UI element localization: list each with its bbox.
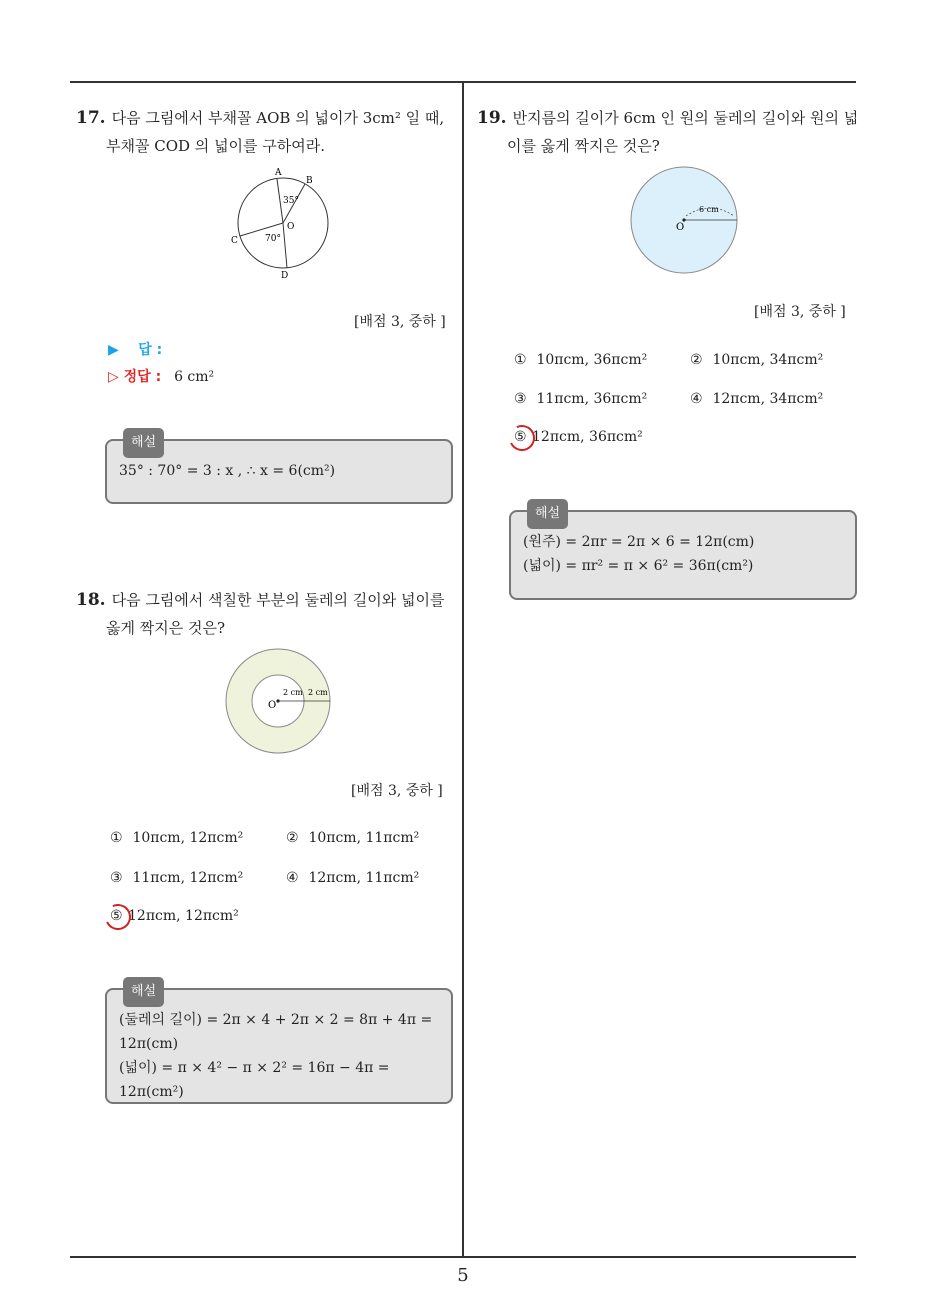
choice-number: ②	[286, 830, 299, 846]
q19-choice-1[interactable]	[514, 352, 647, 368]
choice-text: 12πcm, 36πcm²	[532, 429, 643, 445]
q19-label-o: O	[676, 222, 685, 233]
choice-text: 11πcm, 36πcm²	[536, 391, 648, 407]
q18-correct-mark	[101, 900, 134, 933]
q17-label-d: D	[281, 271, 289, 281]
choice-number: ①	[110, 830, 123, 846]
q18-label-r2: 2 cm	[308, 688, 328, 697]
choice-number: ⑤	[514, 429, 527, 445]
q17-explain-text: 35° : 70° = 3 : x , ∴ x = 6(cm²)	[119, 463, 336, 479]
choice-text: 11πcm, 12πcm²	[132, 870, 244, 886]
choice-text: 10πcm, 11πcm²	[308, 830, 420, 846]
q19-number: 19.	[477, 108, 507, 128]
q17-correct-line	[108, 366, 214, 386]
q17-number: 17.	[76, 108, 106, 128]
choice-text: 12πcm, 11πcm²	[308, 870, 420, 886]
q18-explain-line3: (넓이) = π × 4² − π × 2² = 16π − 4π = 12π(cm²)	[119, 1060, 390, 1100]
q18-choice-3[interactable]	[110, 870, 243, 886]
q19-choice-3[interactable]	[514, 391, 647, 407]
q18-explain-line1: (둘레의 길이) = 2π × 4 + 2π × 2 = 8π + 4π =	[119, 1012, 433, 1028]
q17-explanation-box	[105, 435, 453, 504]
choice-number: ③	[110, 870, 123, 886]
q17-answer-line	[108, 339, 162, 359]
q18-explain-tag: 해설	[123, 977, 164, 1007]
q18-choice-4[interactable]	[286, 870, 419, 886]
q17-question	[76, 104, 458, 160]
q18-choice-2[interactable]	[286, 830, 419, 846]
q19-correct-mark	[505, 421, 538, 454]
q18-figure	[222, 645, 338, 759]
correct-arrow-icon: ▷	[108, 369, 119, 385]
q17-score: [배점 3, 중하 ]	[354, 314, 446, 330]
q17-label-b: B	[306, 176, 313, 186]
column-divider	[462, 82, 464, 1257]
choice-number: ①	[514, 352, 527, 368]
q18-label-o: O	[268, 700, 277, 711]
q17-explain-tag: 해설	[123, 428, 164, 458]
q19-explain-line2: (넓이) = πr² = π × 6² = 36π(cm²)	[523, 558, 754, 574]
q18-explain-line2: 12π(cm)	[119, 1036, 179, 1052]
q19-explanation-box	[509, 506, 857, 600]
q19-explain-line1: (원주) = 2πr = 2π × 6 = 12π(cm)	[523, 534, 755, 550]
q18-number: 18.	[76, 590, 106, 610]
choice-number: ④	[690, 391, 703, 407]
q19-question	[477, 104, 859, 160]
q19-explain-tag: 해설	[527, 499, 568, 529]
choice-text: 10πcm, 36πcm²	[536, 352, 648, 368]
q17-correct-value: 6 cm²	[174, 369, 215, 385]
choice-number: ④	[286, 870, 299, 886]
q19-choice-4[interactable]	[690, 391, 823, 407]
q18-line2: 옳게 짝지은 것은?	[106, 619, 226, 637]
choice-number: ②	[690, 352, 703, 368]
choice-text: 12πcm, 12πcm²	[128, 908, 239, 924]
q19-score: [배점 3, 중하 ]	[754, 304, 846, 320]
q19-line2: 이를 옳게 짝지은 것은?	[507, 137, 660, 155]
choice-number: ③	[514, 391, 527, 407]
page-number: 5	[457, 1265, 469, 1286]
q18-label-r1: 2 cm	[283, 688, 303, 697]
q19-label-r: 6 cm	[699, 205, 719, 214]
q17-label-c: C	[231, 236, 238, 246]
q18-choice-1[interactable]	[110, 830, 243, 846]
q17-angle-35: 35°	[283, 196, 299, 206]
q17-figure	[225, 165, 335, 283]
q17-line1: 다음 그림에서 부채꼴 AOB 의 넓이가 3cm² 일 때,	[111, 109, 445, 127]
choice-number: ⑤	[110, 908, 123, 924]
q17-line2: 부채꼴 COD 의 넓이를 구하여라.	[106, 137, 326, 155]
q18-explanation-box	[105, 984, 453, 1104]
choice-text: 10πcm, 12πcm²	[132, 830, 244, 846]
q17-correct-label: 정답 :	[123, 369, 162, 385]
q18-score: [배점 3, 중하 ]	[351, 783, 443, 799]
q17-label-o: O	[287, 222, 295, 232]
q17-answer-label: 답 :	[138, 342, 163, 358]
q18-line1: 다음 그림에서 색칠한 부분의 둘레의 길이와 넓이를	[111, 591, 445, 609]
choice-text: 10πcm, 34πcm²	[712, 352, 824, 368]
q19-figure	[626, 166, 742, 276]
q17-label-a: A	[275, 168, 282, 178]
q18-question	[76, 586, 458, 642]
answer-arrow-icon: ▶	[108, 342, 119, 358]
q19-line1: 반지름의 길이가 6cm 인 원의 둘레의 길이와 원의 넓	[512, 109, 859, 127]
q19-choice-2[interactable]	[690, 352, 823, 368]
choice-text: 12πcm, 34πcm²	[712, 391, 824, 407]
q17-angle-70: 70°	[265, 234, 281, 244]
bottom-rule	[70, 1256, 856, 1258]
